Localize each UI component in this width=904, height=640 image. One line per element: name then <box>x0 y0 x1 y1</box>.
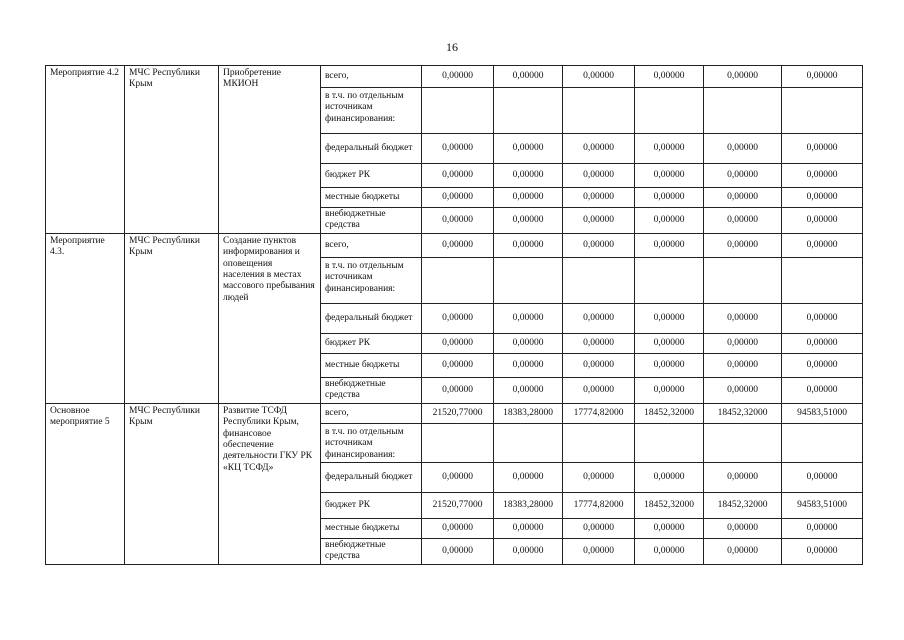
funding-source-cell: всего, <box>321 403 422 423</box>
amount-cell: 94583,51000 <box>782 492 863 518</box>
amount-cell: 0,00000 <box>563 333 635 353</box>
amount-cell <box>704 88 782 134</box>
amount-cell: 0,00000 <box>635 164 704 188</box>
funding-source-cell: в т.ч. по отдельным источникам финансирования: <box>321 423 422 462</box>
amount-cell: 0,00000 <box>494 333 563 353</box>
table-row <box>46 403 863 423</box>
funding-source-cell: всего, <box>321 66 422 88</box>
amount-cell <box>563 423 635 462</box>
funding-source-cell: бюджет РК <box>321 333 422 353</box>
amount-cell: 0,00000 <box>704 518 782 538</box>
amount-cell: 0,00000 <box>563 66 635 88</box>
amount-cell: 0,00000 <box>494 538 563 564</box>
activity-name-cell: Приобретение МКИОН <box>219 66 321 234</box>
amount-cell <box>782 423 863 462</box>
amount-cell: 0,00000 <box>422 164 494 188</box>
funding-source-cell: в т.ч. по отдельным источникам финансирования: <box>321 257 422 303</box>
amount-cell: 94583,51000 <box>782 403 863 423</box>
amount-cell: 0,00000 <box>635 518 704 538</box>
amount-cell: 18383,28000 <box>494 403 563 423</box>
funding-source-cell: федеральный бюджет <box>321 303 422 333</box>
amount-cell: 0,00000 <box>782 353 863 377</box>
amount-cell <box>422 88 494 134</box>
amount-cell: 0,00000 <box>422 188 494 208</box>
amount-cell <box>563 88 635 134</box>
amount-cell: 0,00000 <box>704 462 782 492</box>
amount-cell: 0,00000 <box>422 303 494 333</box>
page-number: 16 <box>446 40 458 54</box>
amount-cell: 0,00000 <box>494 208 563 234</box>
amount-cell: 18452,32000 <box>635 403 704 423</box>
amount-cell: 17774,82000 <box>563 403 635 423</box>
executor-cell: МЧС Республики Крым <box>125 233 219 403</box>
amount-cell: 0,00000 <box>563 377 635 403</box>
table-row <box>46 66 863 88</box>
amount-cell: 0,00000 <box>563 208 635 234</box>
amount-cell: 18452,32000 <box>704 492 782 518</box>
amount-cell: 0,00000 <box>563 134 635 164</box>
amount-cell: 0,00000 <box>704 208 782 234</box>
amount-cell: 0,00000 <box>494 66 563 88</box>
amount-cell: 0,00000 <box>782 538 863 564</box>
amount-cell <box>494 88 563 134</box>
amount-cell: 0,00000 <box>782 303 863 333</box>
amount-cell <box>782 257 863 303</box>
amount-cell <box>494 257 563 303</box>
amount-cell: 0,00000 <box>782 164 863 188</box>
amount-cell: 0,00000 <box>494 134 563 164</box>
amount-cell: 0,00000 <box>635 66 704 88</box>
funding-source-cell: федеральный бюджет <box>321 134 422 164</box>
amount-cell: 0,00000 <box>704 303 782 333</box>
funding-source-cell: бюджет РК <box>321 164 422 188</box>
amount-cell <box>635 88 704 134</box>
activity-cell: Основное мероприятие 5 <box>46 403 125 564</box>
amount-cell: 0,00000 <box>782 188 863 208</box>
amount-cell: 21520,77000 <box>422 403 494 423</box>
amount-cell <box>422 257 494 303</box>
amount-cell <box>635 423 704 462</box>
amount-cell: 0,00000 <box>635 538 704 564</box>
amount-cell: 21520,77000 <box>422 492 494 518</box>
amount-cell <box>704 423 782 462</box>
amount-cell: 0,00000 <box>422 462 494 492</box>
amount-cell: 0,00000 <box>422 518 494 538</box>
amount-cell <box>422 423 494 462</box>
amount-cell: 0,00000 <box>704 188 782 208</box>
funding-table <box>45 65 863 565</box>
amount-cell: 0,00000 <box>494 164 563 188</box>
amount-cell: 0,00000 <box>494 188 563 208</box>
amount-cell: 0,00000 <box>782 518 863 538</box>
amount-cell: 0,00000 <box>494 518 563 538</box>
amount-cell: 0,00000 <box>704 353 782 377</box>
funding-source-cell: федеральный бюджет <box>321 462 422 492</box>
funding-source-cell: местные бюджеты <box>321 518 422 538</box>
amount-cell: 18452,32000 <box>635 492 704 518</box>
amount-cell: 0,00000 <box>563 462 635 492</box>
amount-cell: 0,00000 <box>422 377 494 403</box>
amount-cell: 18452,32000 <box>704 403 782 423</box>
amount-cell: 0,00000 <box>704 377 782 403</box>
amount-cell: 0,00000 <box>563 518 635 538</box>
amount-cell: 18383,28000 <box>494 492 563 518</box>
funding-source-cell: внебюджетные средства <box>321 377 422 403</box>
amount-cell: 0,00000 <box>494 462 563 492</box>
executor-cell: МЧС Республики Крым <box>125 66 219 234</box>
amount-cell <box>635 257 704 303</box>
amount-cell <box>563 257 635 303</box>
amount-cell: 0,00000 <box>704 233 782 257</box>
funding-source-cell: в т.ч. по отдельным источникам финансирования: <box>321 88 422 134</box>
amount-cell: 0,00000 <box>782 377 863 403</box>
funding-source-cell: местные бюджеты <box>321 188 422 208</box>
amount-cell: 0,00000 <box>422 353 494 377</box>
activity-cell: Мероприятие 4.3. <box>46 233 125 403</box>
amount-cell: 0,00000 <box>635 188 704 208</box>
amount-cell: 0,00000 <box>563 164 635 188</box>
amount-cell: 0,00000 <box>494 303 563 333</box>
amount-cell: 0,00000 <box>704 66 782 88</box>
funding-source-cell: всего, <box>321 233 422 257</box>
funding-source-cell: внебюджетные средства <box>321 538 422 564</box>
amount-cell: 0,00000 <box>422 208 494 234</box>
amount-cell: 0,00000 <box>704 134 782 164</box>
amount-cell <box>494 423 563 462</box>
amount-cell: 0,00000 <box>494 233 563 257</box>
amount-cell: 0,00000 <box>635 462 704 492</box>
amount-cell: 0,00000 <box>563 538 635 564</box>
executor-cell: МЧС Республики Крым <box>125 403 219 564</box>
amount-cell <box>704 257 782 303</box>
amount-cell: 0,00000 <box>635 353 704 377</box>
amount-cell: 0,00000 <box>422 66 494 88</box>
amount-cell: 0,00000 <box>422 134 494 164</box>
amount-cell: 0,00000 <box>782 66 863 88</box>
amount-cell: 0,00000 <box>704 333 782 353</box>
amount-cell <box>782 88 863 134</box>
amount-cell: 0,00000 <box>563 353 635 377</box>
table-row <box>46 233 863 257</box>
funding-source-cell: внебюджетные средства <box>321 208 422 234</box>
amount-cell: 0,00000 <box>635 134 704 164</box>
activity-cell: Мероприятие 4.2 <box>46 66 125 234</box>
funding-source-cell: местные бюджеты <box>321 353 422 377</box>
amount-cell: 0,00000 <box>782 462 863 492</box>
amount-cell: 0,00000 <box>635 377 704 403</box>
amount-cell: 0,00000 <box>782 233 863 257</box>
amount-cell: 0,00000 <box>782 134 863 164</box>
amount-cell: 0,00000 <box>704 538 782 564</box>
funding-source-cell: бюджет РК <box>321 492 422 518</box>
amount-cell: 0,00000 <box>635 233 704 257</box>
activity-name-cell: Развитие ТСФД Республики Крым, финансовое обеспечение деятельности ГКУ РК «КЦ ТСФД» <box>219 403 321 564</box>
amount-cell: 0,00000 <box>782 333 863 353</box>
amount-cell: 17774,82000 <box>563 492 635 518</box>
amount-cell: 0,00000 <box>635 333 704 353</box>
activity-name-cell: Создание пунктов информирования и оповещения населения в местах массового пребывания людей <box>219 233 321 403</box>
amount-cell: 0,00000 <box>422 333 494 353</box>
amount-cell: 0,00000 <box>494 353 563 377</box>
amount-cell: 0,00000 <box>635 303 704 333</box>
amount-cell: 0,00000 <box>704 164 782 188</box>
amount-cell: 0,00000 <box>635 208 704 234</box>
amount-cell: 0,00000 <box>782 208 863 234</box>
amount-cell: 0,00000 <box>494 377 563 403</box>
amount-cell: 0,00000 <box>563 188 635 208</box>
amount-cell: 0,00000 <box>563 303 635 333</box>
amount-cell: 0,00000 <box>563 233 635 257</box>
amount-cell: 0,00000 <box>422 233 494 257</box>
amount-cell: 0,00000 <box>422 538 494 564</box>
